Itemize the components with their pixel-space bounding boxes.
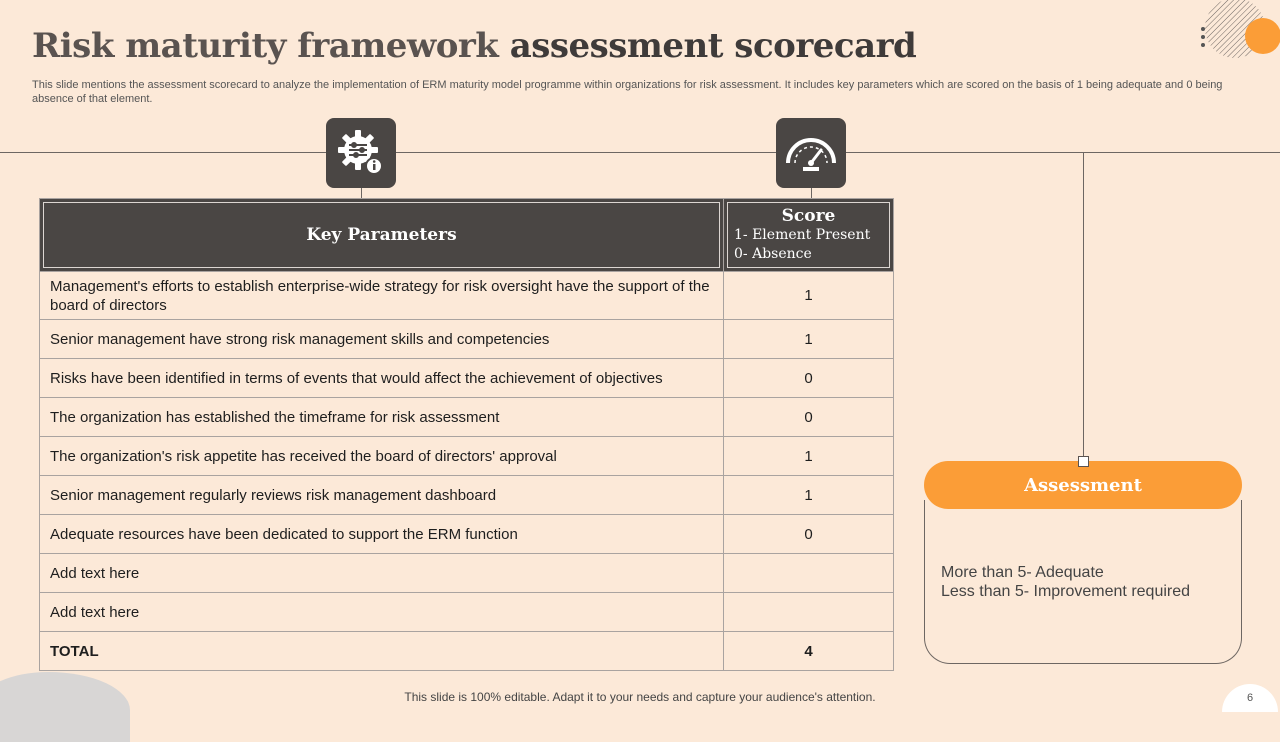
param-cell: Senior management regularly reviews risk management dashboard	[40, 476, 724, 515]
header-score	[724, 199, 894, 272]
param-cell: Management's efforts to establish enterprise-wide strategy for risk oversight have the support of the board of directors	[40, 272, 724, 320]
header-legend-present: 1- Element Present	[734, 227, 871, 243]
title-part-1: Risk maturity framework	[32, 26, 499, 66]
param-cell: Risks have been identified in terms of events that would affect the achievement of objectives	[40, 359, 724, 398]
slide-subtitle: This slide mentions the assessment scorecard to analyze the implementation of ERM maturity model programme within organizations for risk assessment. It includes key parameters which are scored on the basis of 1 being adequate and 0 being absence of that element.	[32, 79, 1223, 105]
score-cell: 0	[724, 359, 894, 398]
header-legend-absence: 0- Absence	[734, 246, 812, 262]
gear-settings-icon	[336, 128, 386, 178]
footer-note: This slide is 100% editable. Adapt it to your needs and capture your audience's attention.	[404, 690, 876, 704]
gear-settings-icon-box	[326, 118, 396, 188]
param-cell: Adequate resources have been dedicated to support the ERM function	[40, 515, 724, 554]
decorative-blob	[0, 672, 130, 742]
score-cell: 1	[724, 272, 894, 320]
table-row	[40, 554, 894, 593]
table-row	[40, 437, 894, 476]
score-cell	[724, 593, 894, 632]
total-value: 4	[724, 632, 894, 671]
title-part-2: assessment scorecard	[509, 26, 917, 66]
table-header-row	[40, 199, 894, 272]
header-score-title: Score	[781, 206, 836, 226]
horizontal-divider	[0, 152, 1280, 153]
param-cell: Senior management have strong risk management skills and competencies	[40, 320, 724, 359]
score-cell: 0	[724, 515, 894, 554]
param-cell: Add text here	[40, 593, 724, 632]
total-label: TOTAL	[40, 632, 724, 671]
table-row	[40, 359, 894, 398]
table-row	[40, 593, 894, 632]
assessment-text	[941, 563, 1190, 601]
param-cell: The organization has established the timeframe for risk assessment	[40, 398, 724, 437]
param-cell: Add text here	[40, 554, 724, 593]
param-cell: The organization's risk appetite has received the board of directors' approval	[40, 437, 724, 476]
table-row	[40, 320, 894, 359]
header-key-parameters: Key Parameters	[40, 199, 724, 272]
score-cell	[724, 554, 894, 593]
speedometer-gauge-icon-box	[776, 118, 846, 188]
page-number: 6	[1222, 684, 1278, 712]
table-row	[40, 398, 894, 437]
connector-node	[1078, 456, 1089, 467]
assessment-line-improvement: Less than 5- Improvement required	[941, 583, 1191, 600]
score-cell: 1	[724, 320, 894, 359]
vertical-connector	[1083, 152, 1084, 458]
table-row	[40, 515, 894, 554]
vertical-dots-icon	[1199, 26, 1207, 48]
scorecard-table	[39, 198, 894, 671]
score-cell: 0	[724, 398, 894, 437]
decorative-circles	[1205, 0, 1280, 60]
score-cell: 1	[724, 476, 894, 515]
table-row	[40, 476, 894, 515]
score-cell: 1	[724, 437, 894, 476]
assessment-title: Assessment	[924, 461, 1242, 509]
speedometer-gauge-icon	[784, 133, 838, 173]
table-row	[40, 272, 894, 320]
assessment-box	[924, 500, 1242, 664]
assessment-line-adequate: More than 5- Adequate	[941, 564, 1104, 581]
slide-title	[32, 26, 916, 66]
table-total-row	[40, 632, 894, 671]
